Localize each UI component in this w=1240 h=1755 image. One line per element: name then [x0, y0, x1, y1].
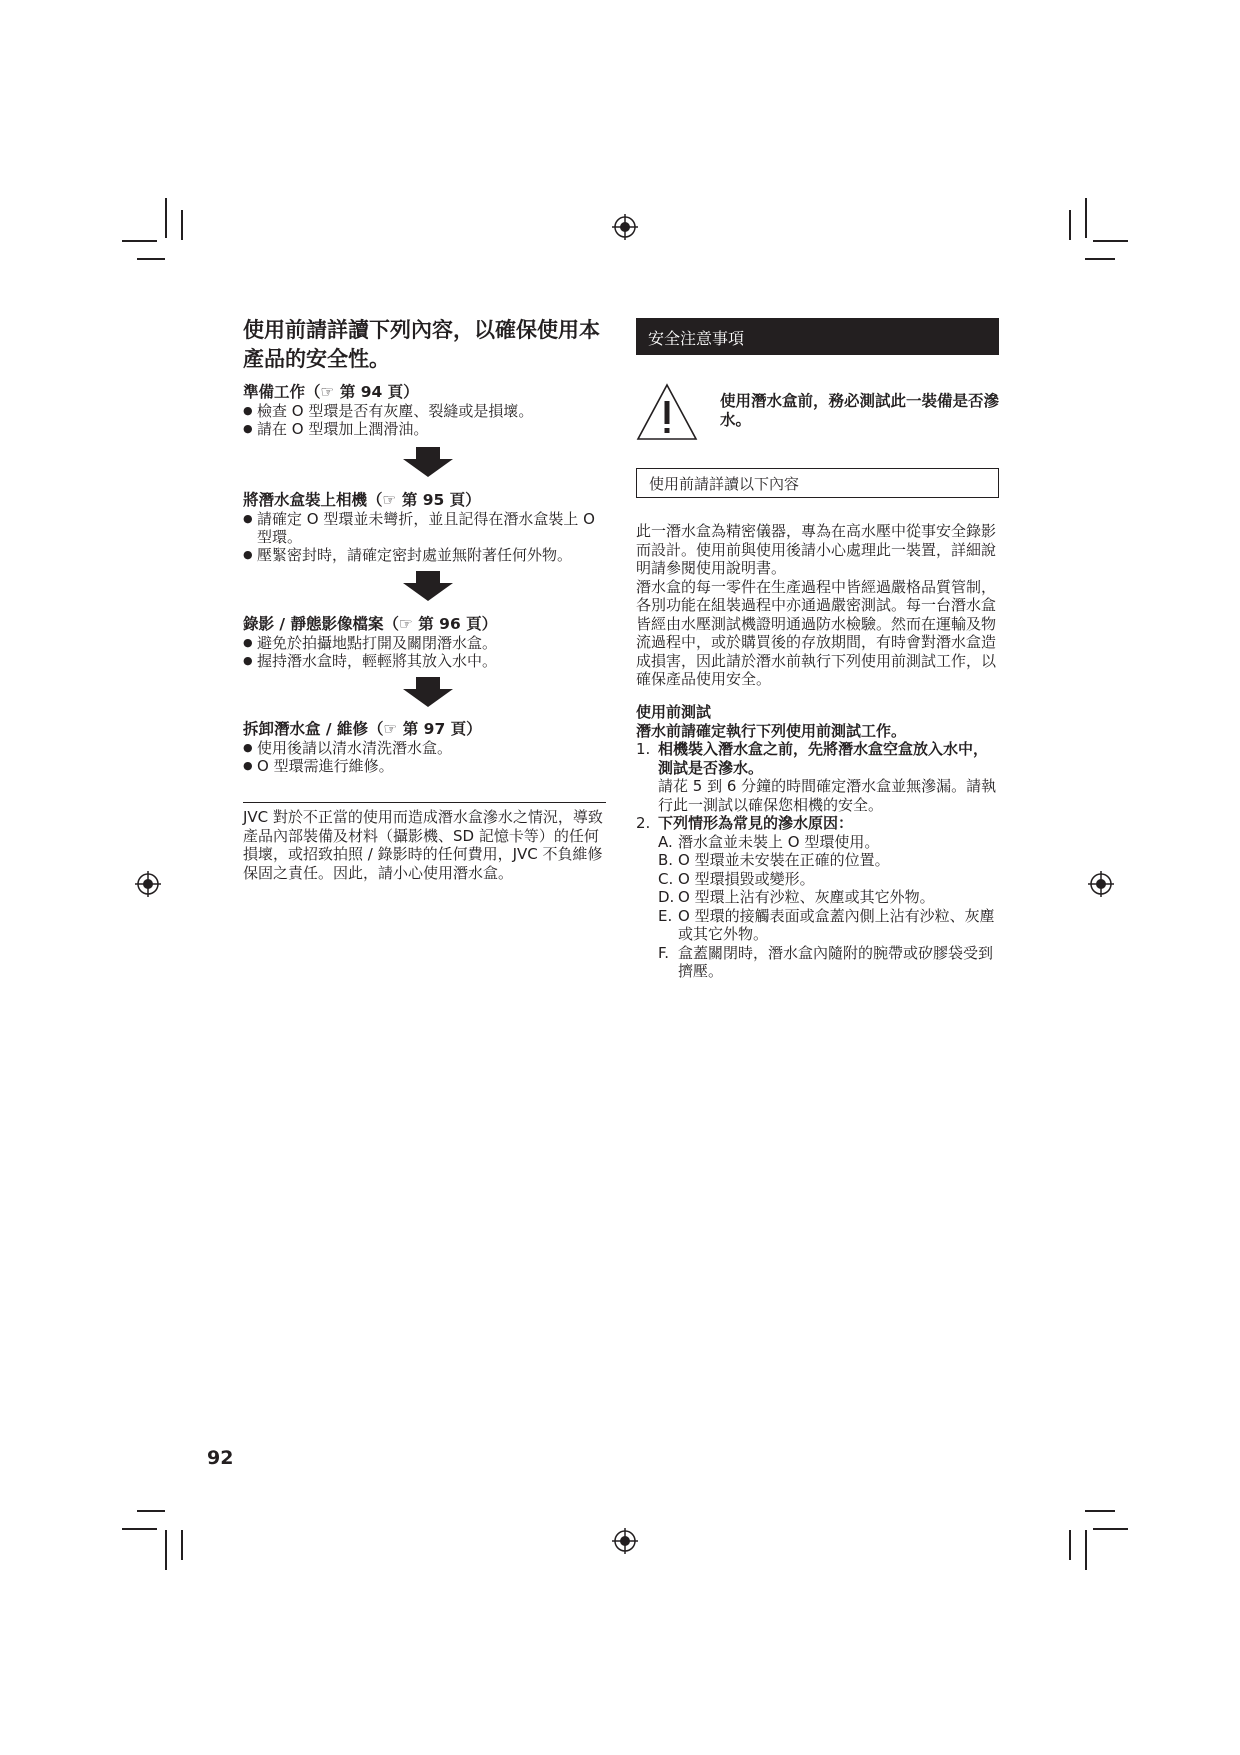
list-item: 1. 相機裝入潛水盒之前，先將潛水盒空盒放入水中，測試是否滲水。 請花 5 到 6 分鐘的時間確定潛水盒並無滲漏。請執行此一測試以確保您相機的安全。 — [636, 740, 997, 814]
paragraph: 潛水盒的每一零件在生產過程中皆經過嚴格品質管制，各別功能在組裝過程中亦通過嚴密測試。每一台潛水盒皆經由水壓測試機證明通過防水檢驗。然而在運輸及物流過程中，或於購買後的存放期間，有時會對潛水盒造成損害，因此請於潛水前執行下列使用前測試工作，以確保產品使用安全。 — [636, 577, 997, 688]
crop-mark — [122, 240, 157, 242]
step-heading: 準備工作（☞ 第 94 頁） — [243, 383, 419, 401]
cause-item: A. 潛水盒並未裝上 O 型環使用。 — [658, 832, 880, 851]
registration-mark-icon — [1088, 871, 1114, 897]
cause-item: B. O 型環並未安裝在正確的位置。 — [658, 851, 890, 869]
step-heading: 將潛水盒裝上相機（☞ 第 95 頁） — [243, 491, 481, 509]
step-heading: 拆卸潛水盒 / 維修（☞ 第 97 頁） — [243, 720, 482, 738]
paragraph: 此一潛水盒為精密儀器，專為在高水壓中從事安全錄影而設計。使用前與使用後請小心處理此一裝置，詳細說明請參閱使用說明書。 — [636, 522, 997, 577]
crop-mark — [1069, 210, 1071, 240]
liability-note: JVC 對於不正當的使用而造成潛水盒滲水之情況，導致產品內部裝備及材料（攝影機、SD 記憶卡等）的任何損壞，或招致拍照 / 錄影時的任何費用，JVC 不負維修保固之責任。因此，請小心使用潛水盒。 — [243, 808, 603, 882]
section-subheading: 潛水前請確定執行下列使用前測試工作。 — [636, 721, 907, 740]
list-item: ● 使用後請以清水清洗潛水盒。 — [243, 739, 613, 757]
crop-mark — [1085, 1510, 1115, 1512]
page-number: 92 — [207, 1447, 234, 1469]
divider — [243, 802, 606, 803]
step-heading: 錄影 / 靜態影像檔案（☞ 第 96 頁） — [243, 615, 498, 633]
list-item: ● 避免於拍攝地點打開及關閉潛水盒。 — [243, 634, 613, 652]
down-arrow-icon — [403, 677, 453, 707]
down-arrow-icon — [403, 571, 453, 601]
page-title: 使用前請詳讀下列內容，以確保使用本產品的安全性。 — [243, 318, 600, 371]
cause-item: F. 盒蓋關閉時，潛水盒內隨附的腕帶或矽膠袋受到擠壓。 — [658, 943, 994, 980]
list-item: ● 請在 O 型環加上潤滑油。 — [243, 420, 613, 438]
crop-mark — [165, 1530, 167, 1570]
registration-mark-icon — [612, 214, 638, 240]
warning-triangle-icon — [636, 383, 698, 441]
cause-item: D. O 型環上沾有沙粒、灰塵或其它外物。 — [658, 888, 935, 906]
crop-mark — [137, 1510, 165, 1512]
crop-mark — [1085, 258, 1115, 260]
step-remove — [243, 720, 613, 775]
boxed-title — [636, 468, 999, 498]
registration-mark-icon — [135, 871, 161, 897]
step-attach — [243, 491, 613, 564]
crop-mark — [122, 1528, 157, 1530]
list-item: ● 檢查 O 型環是否有灰塵、裂縫或是損壞。 — [243, 402, 613, 420]
pre-test-section — [636, 703, 1001, 981]
hand-pointing-icon: ☞ — [320, 383, 335, 401]
registration-mark-icon — [612, 1528, 638, 1554]
crop-mark — [181, 210, 183, 240]
crop-mark — [1093, 240, 1128, 242]
step-prepare — [243, 383, 613, 438]
list-item: ● 握持潛水盒時，輕輕將其放入水中。 — [243, 652, 613, 670]
crop-mark — [137, 258, 165, 260]
down-arrow-icon — [403, 447, 453, 477]
hand-pointing-icon: ☞ — [383, 720, 398, 738]
cause-item: C. O 型環損毀或變形。 — [658, 869, 815, 888]
section-header: 安全注意事項 — [648, 329, 745, 348]
section-heading: 使用前測試 — [636, 703, 712, 721]
list-item: ● 壓緊密封時，請確定密封處並無附著任何外物。 — [243, 546, 613, 564]
list-item: 2. 下列情形為常見的滲水原因： — [636, 814, 854, 832]
crop-mark — [1085, 1530, 1087, 1570]
crop-mark — [1093, 1528, 1128, 1530]
warning-text: 使用潛水盒前，務必測試此一裝備是否滲水。 — [720, 392, 1000, 429]
crop-mark — [1069, 1530, 1071, 1560]
list-item: ● 請確定 O 型環並未彎折，並且記得在潛水盒裝上 O 型環。 — [243, 510, 613, 546]
intro-paragraph — [636, 522, 1001, 689]
step-record — [243, 615, 613, 670]
hand-pointing-icon: ☞ — [382, 491, 397, 509]
hand-pointing-icon: ☞ — [398, 615, 413, 633]
crop-mark — [181, 1530, 183, 1560]
cause-item: E. O 型環的接觸表面或盒蓋內側上沾有沙粒、灰塵或其它外物。 — [658, 906, 995, 943]
boxed-title-text: 使用前請詳讀以下內容 — [649, 475, 800, 493]
list-item: ● O 型環需進行維修。 — [243, 757, 613, 775]
crop-mark — [1085, 198, 1087, 238]
crop-mark — [165, 198, 167, 238]
section-header-bar — [636, 318, 999, 355]
